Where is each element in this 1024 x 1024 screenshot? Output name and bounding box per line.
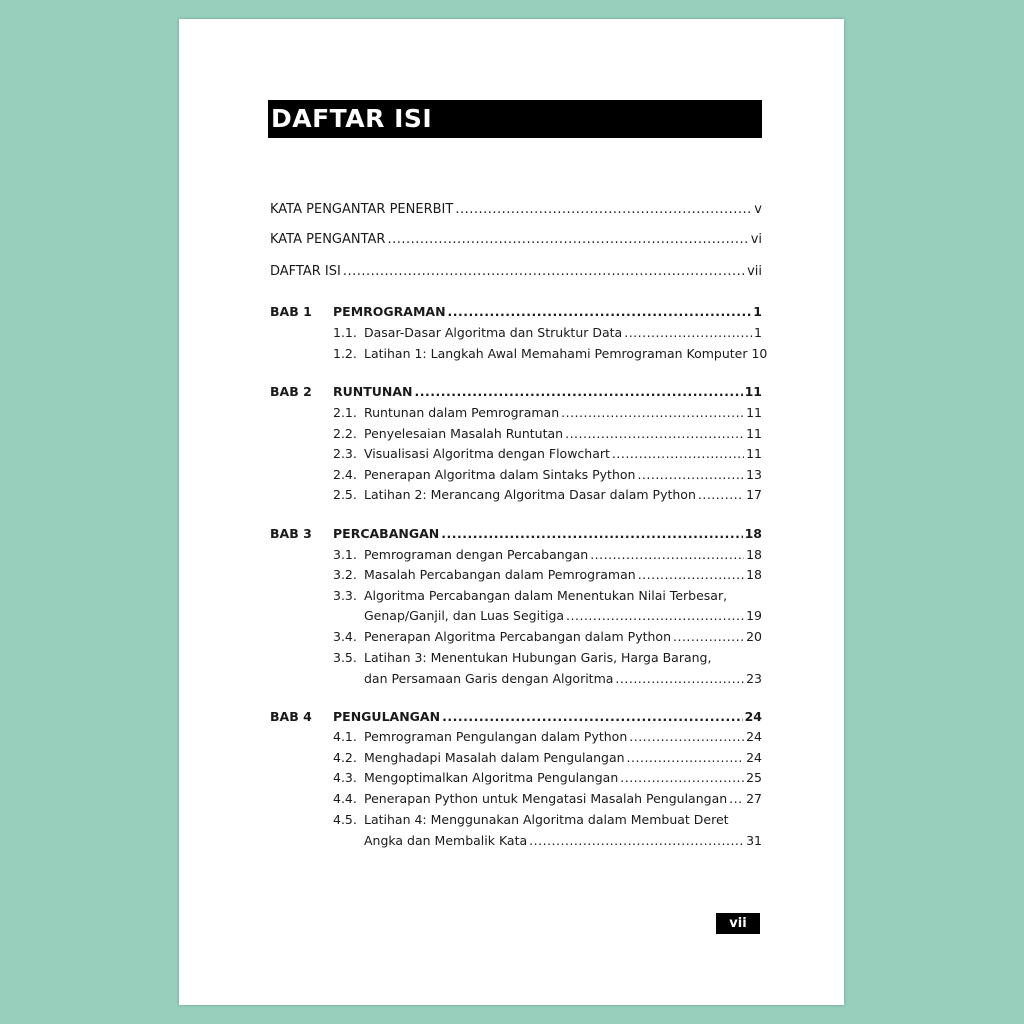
section-number: 2.5. xyxy=(333,487,357,502)
section-number: 1.2. xyxy=(333,346,357,361)
section-number: 3.1. xyxy=(333,547,357,562)
toc-section xyxy=(333,321,762,341)
section-number: 2.1. xyxy=(333,405,357,420)
section-number: 3.2. xyxy=(333,567,357,582)
chapter-title: RUNTUNAN xyxy=(333,384,413,399)
toc-section-continuation xyxy=(364,604,762,624)
toc-section xyxy=(333,401,762,421)
leader-dots xyxy=(561,405,744,421)
leader-dots xyxy=(343,264,745,280)
leader-dots xyxy=(673,629,744,645)
section-number: 2.4. xyxy=(333,467,357,482)
leader-dots xyxy=(565,426,744,442)
toc-section xyxy=(333,422,762,442)
toc-section xyxy=(333,746,762,766)
toc-section xyxy=(333,543,762,563)
entry-page: vii xyxy=(747,264,762,279)
section-number: 3.3. xyxy=(333,588,357,603)
section-page: 11 xyxy=(746,426,762,441)
section-text: Latihan 1: Langkah Awal Memahami Pemrograman Komputer xyxy=(364,346,748,361)
leader-dots xyxy=(590,547,744,563)
leader-dots xyxy=(455,202,752,218)
section-text: Menghadapi Masalah dalam Pengulangan xyxy=(364,750,625,765)
leader-dots xyxy=(615,671,744,687)
section-page: 25 xyxy=(746,770,762,785)
section-page: 24 xyxy=(746,729,762,744)
toc-section xyxy=(333,625,762,645)
section-text-cont: Genap/Ganjil, dan Luas Segitiga xyxy=(364,608,565,623)
section-page: 17 xyxy=(746,487,762,502)
toc-chapter xyxy=(270,300,762,320)
section-text: Mengoptimalkan Algoritma Pengulangan xyxy=(364,770,619,785)
leader-dots xyxy=(529,833,744,849)
section-page: 18 xyxy=(746,547,762,562)
chapter-page: 18 xyxy=(744,526,762,541)
chapter-label: BAB 4 xyxy=(270,709,312,724)
section-text: Dasar-Dasar Algoritma dan Struktur Data xyxy=(364,325,623,340)
section-text: Penerapan Algoritma dalam Sintaks Python xyxy=(364,467,636,482)
section-number: 3.5. xyxy=(333,650,357,665)
entry-page: v xyxy=(754,202,762,217)
leader-dots xyxy=(620,770,744,786)
toc-section xyxy=(333,442,762,462)
entry-text: DAFTAR ISI xyxy=(270,264,341,279)
section-page: 10 xyxy=(751,346,768,361)
section-number: 4.3. xyxy=(333,770,357,785)
leader-dots xyxy=(729,791,744,807)
section-text: Penerapan Algoritma Percabangan dalam Python xyxy=(364,629,672,644)
section-text: Pemrograman dengan Percabangan xyxy=(364,547,589,562)
section-page: 31 xyxy=(746,833,762,848)
section-text: Algoritma Percabangan dalam Menentukan Nilai Terbesar, xyxy=(364,588,728,603)
entry-page: vi xyxy=(750,232,762,247)
document-page xyxy=(179,19,844,1005)
toc-section xyxy=(333,808,762,828)
chapter-title: PEMROGRAMAN xyxy=(333,304,446,319)
section-text: Visualisasi Algoritma dengan Flowchart xyxy=(364,446,610,461)
section-number: 1.1. xyxy=(333,325,357,340)
section-text: Penyelesaian Masalah Runtutan xyxy=(364,426,564,441)
section-text: Runtunan dalam Pemrograman xyxy=(364,405,560,420)
section-page: 19 xyxy=(746,608,762,623)
section-number: 4.4. xyxy=(333,791,357,806)
leader-dots xyxy=(566,608,744,624)
section-text: Penerapan Python untuk Mengatasi Masalah Pengulangan xyxy=(364,791,728,806)
leader-dots xyxy=(624,325,752,341)
toc-section xyxy=(333,646,762,666)
chapter-title: PERCABANGAN xyxy=(333,526,440,541)
section-page: 18 xyxy=(746,567,762,582)
section-text: Pemrograman Pengulangan dalam Python xyxy=(364,729,628,744)
toc-section xyxy=(333,787,762,807)
section-page: 11 xyxy=(746,446,762,461)
page-title: DAFTAR ISI xyxy=(268,100,762,138)
toc-entry xyxy=(270,198,762,218)
section-text: Masalah Percabangan dalam Pemrograman xyxy=(364,567,636,582)
leader-dots xyxy=(698,487,744,503)
toc-section-continuation xyxy=(364,829,762,849)
toc-section xyxy=(333,766,762,786)
chapter-page: 24 xyxy=(744,709,762,724)
section-text-cont: dan Persamaan Garis dengan Algoritma xyxy=(364,671,614,686)
section-text: Latihan 3: Menentukan Hubungan Garis, Harga Barang, xyxy=(364,650,712,665)
chapter-label: BAB 1 xyxy=(270,304,312,319)
chapter-label: BAB 2 xyxy=(270,384,312,399)
leader-dots xyxy=(637,467,744,483)
leader-dots xyxy=(442,709,743,725)
leader-dots xyxy=(629,729,744,745)
section-number: 4.1. xyxy=(333,729,357,744)
toc-section xyxy=(333,342,768,362)
entry-text: KATA PENGANTAR PENERBIT xyxy=(270,202,454,217)
section-page: 24 xyxy=(746,750,762,765)
chapter-label: BAB 3 xyxy=(270,526,312,541)
section-page: 11 xyxy=(746,405,762,420)
toc-chapter xyxy=(270,522,762,542)
section-text: Latihan 4: Menggunakan Algoritma dalam Membuat Deret xyxy=(364,812,729,827)
entry-text: KATA PENGANTAR xyxy=(270,232,386,247)
toc-section xyxy=(333,563,762,583)
leader-dots xyxy=(627,750,745,766)
chapter-title: PENGULANGAN xyxy=(333,709,441,724)
leader-dots xyxy=(612,446,744,462)
toc-section xyxy=(333,584,762,604)
section-number: 2.2. xyxy=(333,426,357,441)
leader-dots xyxy=(448,304,752,320)
page-number-badge: vii xyxy=(716,913,760,934)
toc-section xyxy=(333,725,762,745)
section-page: 1 xyxy=(754,325,762,340)
toc-entry xyxy=(270,228,762,248)
section-page: 27 xyxy=(746,791,762,806)
toc-section-continuation xyxy=(364,667,762,687)
toc-entry xyxy=(270,260,762,280)
section-number: 2.3. xyxy=(333,446,357,461)
toc-chapter xyxy=(270,380,762,400)
chapter-page: 11 xyxy=(744,384,762,399)
section-page: 23 xyxy=(746,671,762,686)
section-text: Latihan 2: Merancang Algoritma Dasar dalam Python xyxy=(364,487,696,502)
toc-section xyxy=(333,483,762,503)
leader-dots xyxy=(415,384,743,400)
section-text-cont: Angka dan Membalik Kata xyxy=(364,833,528,848)
section-number: 4.2. xyxy=(333,750,357,765)
leader-dots xyxy=(441,526,742,542)
leader-dots xyxy=(638,567,744,583)
section-page: 13 xyxy=(746,467,762,482)
section-page: 20 xyxy=(746,629,762,644)
chapter-page: 1 xyxy=(753,304,762,319)
toc-section xyxy=(333,463,762,483)
section-number: 3.4. xyxy=(333,629,357,644)
section-number: 4.5. xyxy=(333,812,357,827)
toc-chapter xyxy=(270,705,762,725)
leader-dots xyxy=(387,232,748,248)
